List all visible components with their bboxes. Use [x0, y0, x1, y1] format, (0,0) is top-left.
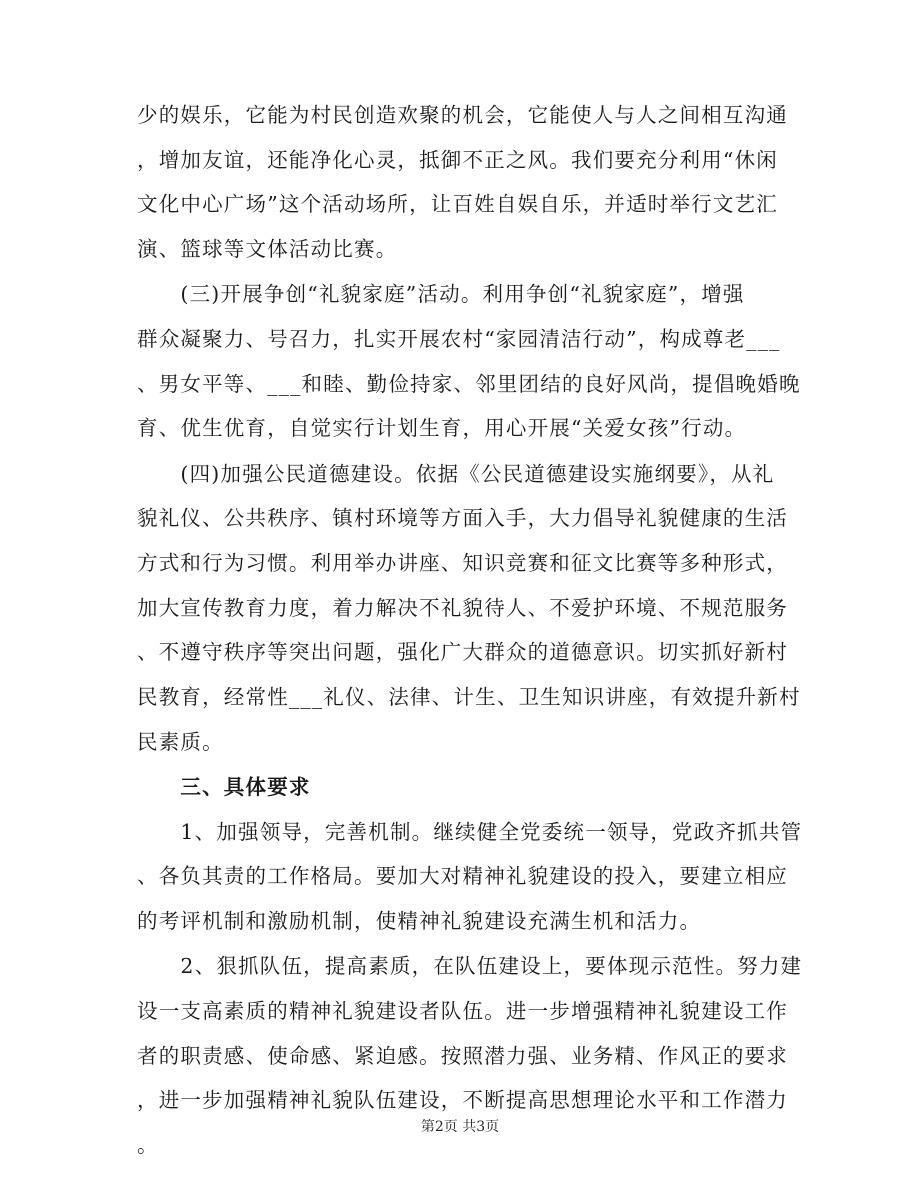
text-line: 的考评机制和激励机制，使精神礼貌建设充满生机和活力。: [137, 909, 702, 933]
text-line: 1、加强领导，完善机制。继续健全党委统一领导，党政齐抓共管: [137, 820, 803, 844]
text-line: 文化中心广场”这个活动场所，让百姓自娱自乐，并适时举行文艺汇: [137, 192, 778, 216]
text-line: (四)加强公民道德建设。依据《公民道德建设实施纲要》，从礼: [137, 462, 775, 486]
text-line: 、男女平等、___和睦、勤俭持家、邻里团结的良好风尚，提倡晚婚晚: [137, 372, 801, 396]
text-line: (三)开展争创“礼貌家庭”活动。利用争创“礼貌家庭”，增强: [137, 282, 745, 306]
text-line: 群众凝聚力、号召力，扎实开展农村“家园清洁行动”，构成尊老___: [137, 327, 781, 351]
text-line: 、不遵守秩序等突出问题，强化广大群众的道德意识。切实抓好新村: [137, 640, 788, 664]
text-line: 民素质。: [137, 730, 224, 754]
text-line: ，增加友谊，还能净化心灵，抵御不正之风。我们要充分利用“休闲: [137, 148, 778, 172]
text-line: 方式和行为习惯。利用举办讲座、知识竞赛和征文比赛等多种形式，: [137, 551, 788, 575]
text-line: 貌礼仪、公共秩序、镇村环境等方面入手，大力倡导礼貌健康的生活: [137, 506, 788, 530]
text-line: 。: [137, 1133, 159, 1157]
text-line: 育、优生优育，自觉实行计划生育，用心开展“关爱女孩”行动。: [137, 416, 747, 440]
text-line: 者的职责感、使命感、紧迫感。按照潜力强、业务精、作风正的要求: [137, 1044, 788, 1068]
section-heading: 三、具体要求: [137, 775, 311, 799]
text-line: 2、狠抓队伍，提高素质，在队伍建设上，要体现示范性。努力建: [137, 954, 803, 978]
text-line: ，进一步加强精神礼貌队伍建设，不断提高思想理论水平和工作潜力: [137, 1088, 788, 1112]
page-number-footer: 第2页 共3页: [420, 1119, 500, 1135]
text-line: 、各负其责的工作格局。要加大对精神礼貌建设的投入，要建立相应: [137, 864, 788, 888]
text-line: 设一支高素质的精神礼貌建设者队伍。进一步增强精神礼貌建设工作: [137, 999, 788, 1023]
text-line: 民教育，经常性___礼仪、法律、计生、卫生知识讲座，有效提升新村: [137, 685, 801, 709]
text-line: 少的娱乐，它能为村民创造欢聚的机会，它能使人与人之间相互沟通: [137, 103, 788, 127]
text-line: 演、篮球等文体活动比赛。: [137, 237, 398, 261]
text-line: 加大宣传教育力度，着力解决不礼貌待人、不爱护环境、不规范服务: [137, 596, 788, 620]
